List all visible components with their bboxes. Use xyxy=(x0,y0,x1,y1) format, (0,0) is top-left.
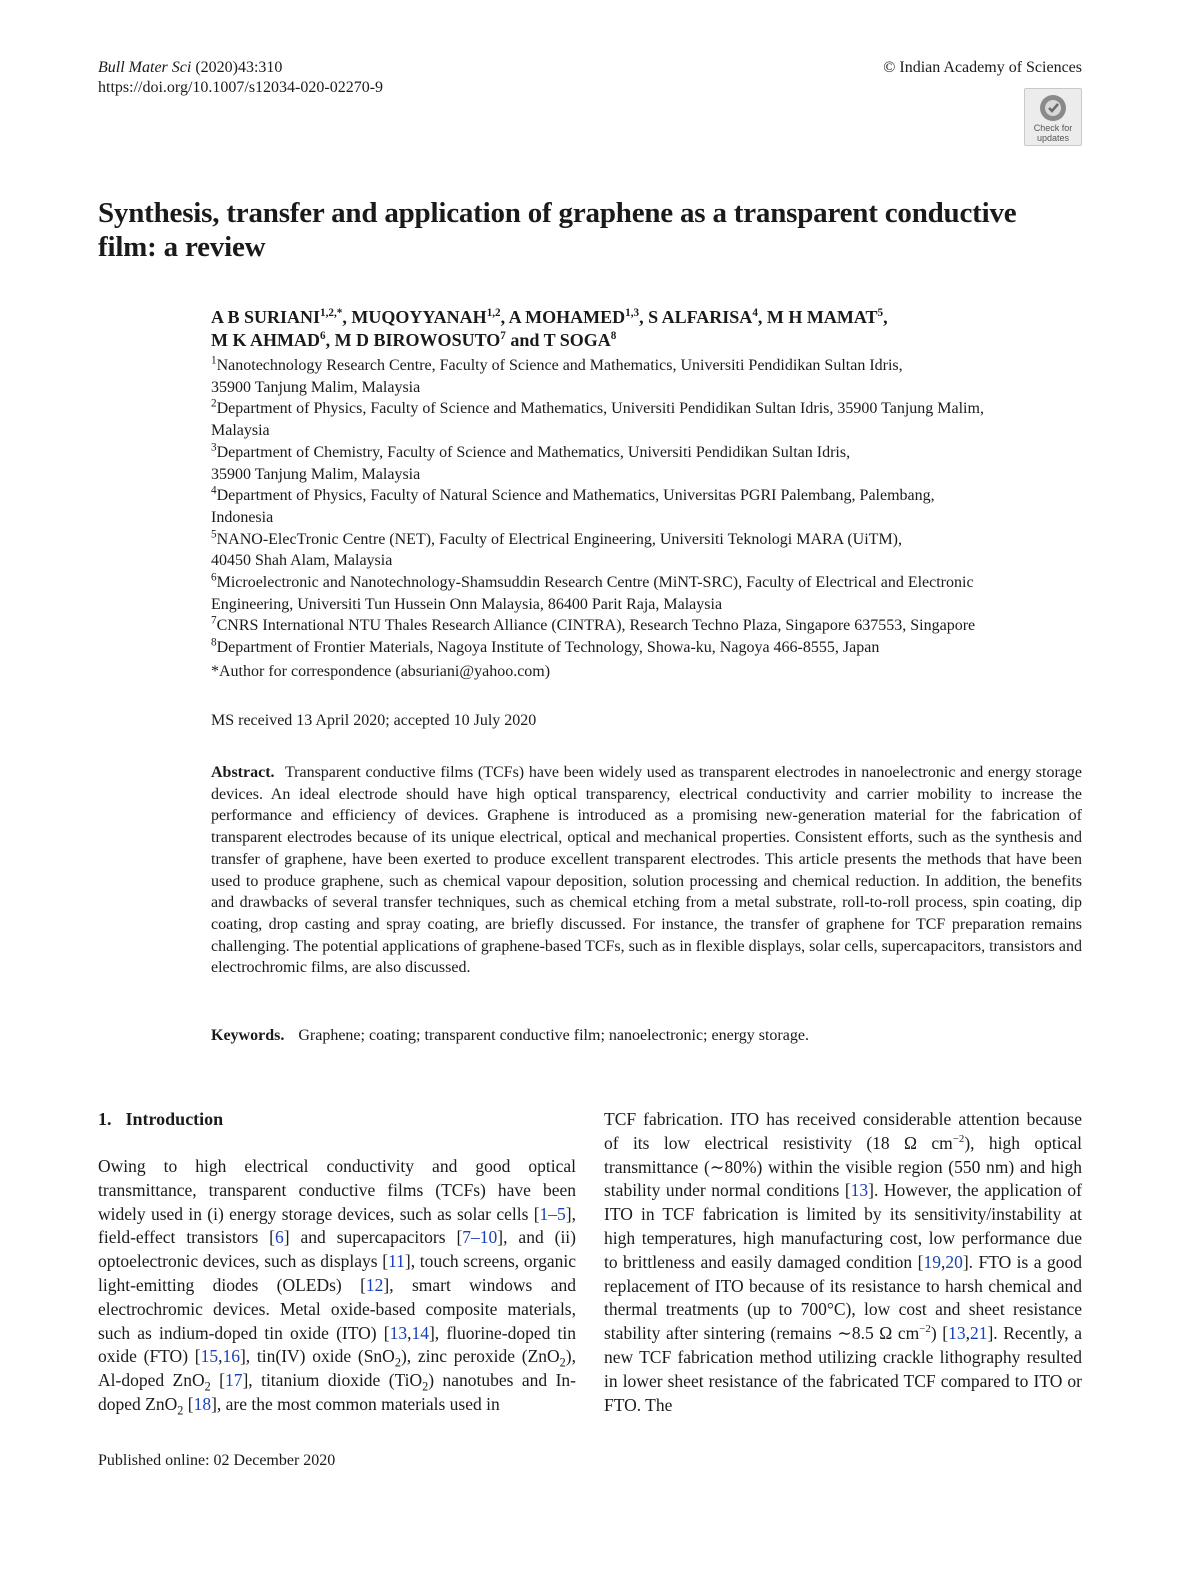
author-name: A MOHAMED xyxy=(508,307,626,327)
author-affiliation-ref: 6 xyxy=(319,330,326,342)
abstract-label: Abstract. xyxy=(211,764,275,781)
citation-link[interactable]: 13 xyxy=(948,1323,966,1344)
correspondence-note xyxy=(211,661,1086,683)
check-for-updates-icon xyxy=(1038,93,1068,123)
affiliation-text: Malaysia xyxy=(211,422,270,440)
keywords-text: Graphene; coating; transparent conductive film; nanoelectronic; energy storage. xyxy=(298,1027,809,1044)
affiliation-number: 6 xyxy=(211,571,217,584)
citation-link[interactable]: 15 xyxy=(200,1346,219,1367)
abstract xyxy=(211,762,1082,979)
author-name: M K AHMAD xyxy=(211,330,320,350)
journal-name: Bull Mater Sci xyxy=(98,59,192,76)
section-heading xyxy=(98,1108,223,1130)
author-affiliation-ref: 4 xyxy=(752,307,758,319)
affiliation-text: Nanotechnology Research Centre, Faculty of Science and Mathematics, Universiti Pendidikan Sultan Idris, xyxy=(216,357,903,374)
affiliation-item xyxy=(211,615,1086,637)
affiliation-item xyxy=(211,355,1086,398)
received-dates: MS received 13 April 2020; accepted 10 July 2020 xyxy=(211,712,537,729)
citation-link[interactable]: 16 xyxy=(222,1346,240,1367)
citation-link[interactable]: 12 xyxy=(365,1274,384,1295)
body-text-left-column: Owing to high electrical conductivity and good optical transmittance, transparent conductive films (TCFs) have been widely used in (i) energy storage devices, such as solar cells [1–5], field-effect transistors [6] and supercapacitors [7–10], and (ii) optoelectronic devices, such as displays [11], touch screens, organic light-emitting diodes (OLEDs) [12], smart windows and electrochromic devices. Metal oxide-based composite materials, such as indium-doped tin oxide (ITO) [13,14], fluorine-doped tin oxide (FTO) [15,16], tin(IV) oxide (SnO$_2$), zinc peroxide (ZnO$_2$), Al-doped ZnO$_2$ [17], titanium dioxide (TiO$_2$) nanotubes and In-doped ZnO$_2$ [18], are the most common materials used in xyxy=(98,1156,576,1418)
affiliation-text: Engineering, Universiti Tun Hussein Onn Malaysia, 86400 Parit Raja, Malaysia xyxy=(211,595,723,613)
correspondence-email[interactable]: *Author for correspondence (absuriani@yahoo.com) xyxy=(211,662,551,680)
affiliation-number: 7 xyxy=(211,615,217,628)
citation-link[interactable]: 19 xyxy=(923,1251,941,1272)
author-affiliation-ref: 1,3 xyxy=(625,307,640,319)
author-list: A B $SURIANI^{1,2,*}$, MUQOYYANAH$^{1,2}$, A MOHAMED$^{1,3}$, S ALFARISA$^4$, M H MAMAT$^5$, M K AHMAD$^6$, M D BIROWOSUTO$^7$ and T SOGA$^8$ xyxy=(211,307,888,350)
affiliation-item xyxy=(211,637,1086,659)
affiliation-item xyxy=(211,442,1086,485)
citation-link[interactable]: 6 xyxy=(275,1227,284,1248)
affiliation-list xyxy=(211,355,1086,683)
citation-link[interactable]: 21 xyxy=(969,1323,988,1344)
author-name: T SOGA xyxy=(543,330,611,350)
affiliation-text: CNRS International NTU Thales Research Alliance (CINTRA), Research Techno Plaza, Singapore 637553, Singapore xyxy=(216,617,976,635)
author-conjunction: and xyxy=(510,330,540,350)
affiliation-number: 4 xyxy=(211,484,217,497)
affiliation-text: Indonesia xyxy=(211,508,274,526)
citation-link[interactable]: 17 xyxy=(224,1370,243,1391)
affiliation-text: Department of Physics, Faculty of Natural Science and Mathematics, Universitas PGRI Palembang, Palembang, xyxy=(216,487,935,505)
author-affiliation-ref: 7 xyxy=(500,330,506,342)
author-name: M D BIROWOSUTO xyxy=(334,330,501,350)
publisher-copyright: © Indian Academy of Sciences xyxy=(883,59,1082,76)
citation-link[interactable]: 18 xyxy=(193,1393,212,1414)
author-name: A B SURIANI xyxy=(211,307,321,327)
author-name: MUQOYYANAH xyxy=(351,307,487,327)
affiliation-number: 3 xyxy=(211,441,217,454)
affiliation-item xyxy=(211,529,1086,572)
journal-volume: (2020)43:310 xyxy=(191,59,283,76)
paper-title: Synthesis, transfer and application of graphene as a transparent conductive film: a review xyxy=(98,197,1017,263)
published-online-date: Published online: 02 December 2020 xyxy=(98,1452,336,1469)
affiliation-text: 35900 Tanjung Malim, Malaysia xyxy=(211,378,421,396)
doi-link[interactable]: https://doi.org/10.1007/s12034-020-02270-9 xyxy=(98,79,384,96)
affiliation-number: 2 xyxy=(211,398,217,411)
citation-link[interactable]: 1–5 xyxy=(539,1203,566,1224)
keywords-label: Keywords. xyxy=(211,1027,285,1044)
author-affiliation-ref: 1,2, xyxy=(320,307,337,319)
journal-citation xyxy=(98,58,282,78)
citation-link[interactable]: 14 xyxy=(411,1322,429,1343)
citation-link[interactable]: 20 xyxy=(945,1251,963,1272)
affiliation-item xyxy=(211,398,1086,441)
section-title: Introduction xyxy=(125,1109,224,1129)
badge-label-line1: Check for xyxy=(1033,123,1073,133)
author-affiliation-ref: 1,2 xyxy=(486,307,501,319)
affiliation-text: Department of Frontier Materials, Nagoya Institute of Technology, Showa-ku, Nagoya 466-8555, Japan xyxy=(216,639,880,657)
author-affiliation-ref: 5 xyxy=(877,307,884,319)
author-name: M H MAMAT xyxy=(766,307,878,327)
affiliation-number: 8 xyxy=(211,636,217,649)
citation-link[interactable]: 13 xyxy=(389,1322,408,1343)
citation-link[interactable]: 11 xyxy=(388,1251,405,1272)
affiliation-text: 35900 Tanjung Malim, Malaysia xyxy=(211,465,421,483)
keywords xyxy=(211,1025,1082,1047)
abstract-text: Transparent conductive films (TCFs) have been widely used as transparent electrodes in nanoelectronic and energy storage devices. An ideal electrode should have high optical transparency, electrical conductivity and carrier mobility to increase the performance and efficiency of devices. Graphene is introduced as a promising new-generation material for the fabrication of transparent electrodes because of its unique electrical, optical and mechanical properties. Consistent efforts, such as the synthesis and transfer of graphene, have been exerted to produce excellent transparent electrodes. This article presents the methods that have been used to produce graphene, such as chemical vapour deposition, solution processing and chemical reduction. In addition, the benefits and drawbacks of several transfer techniques, such as chemical etching from a metal substrate, roll-to-roll process, spin coating, dip coating, drop casting and spray coating, are briefly discussed. For instance, the transfer of graphene for TCF preparation remains challenging. The potential applications of graphene-based TCFs, such as in flexible displays, solar cells, supercapacitors, transistors and electrochromic films, are also discussed. xyxy=(211,764,1082,977)
citation-link[interactable]: 7–10 xyxy=(462,1227,498,1248)
affiliation-item xyxy=(211,572,1086,615)
body-text-right-column: TCF fabrication. ITO has received considerable attention because of its low electrical resistivity (18 Ω $cm^{-2}$), high optical transmittance (∼80%) within the visible region (550 nm) and high stability under normal conditions [13]. However, the application of ITO in TCF fabrication is limited by its sensitivity/instability at high temperatures, high manufacturing cost, low performance due to brittleness and easily damaged condition [19,20]. FTO is a good replacement of ITO because of its resistance to harsh chemical and thermal treatments (up to 700°C), low cost and sheet resistance stability after sintering (remains ∼8.5 Ω $cm^{-2}$) [13,21]. Recently, a new TCF fabrication method utilizing crackle lithography resulted in lower sheet resistance of the fabricated TCF compared to ITO or FTO. The xyxy=(604,1109,1082,1415)
section-number: 1. xyxy=(98,1109,112,1129)
citation-link[interactable]: 13 xyxy=(850,1180,869,1201)
affiliation-item xyxy=(211,485,1086,528)
affiliation-text: Department of Physics, Faculty of Science and Mathematics, Universiti Pendidikan Sultan Idris, 35900 Tanjung Malim, xyxy=(216,400,984,418)
affiliation-number: 1 xyxy=(211,354,217,367)
corresponding-mark: * xyxy=(336,307,343,319)
affiliation-number: 5 xyxy=(211,528,217,541)
affiliation-text: NANO-ElecTronic Centre (NET), Faculty of Electrical Engineering, Universiti Teknologi MARA (UiTM), xyxy=(216,530,902,548)
affiliation-text: Microelectronic and Nanotechnology-Shamsuddin Research Centre (MiNT-SRC), Faculty of Electrical and Electronic xyxy=(216,574,974,592)
author-name: S ALFARISA xyxy=(648,307,753,327)
affiliation-text: 40450 Shah Alam, Malaysia xyxy=(211,552,393,570)
badge-label-line2: updates xyxy=(1036,133,1070,143)
author-affiliation-ref: 8 xyxy=(610,330,617,342)
affiliation-text: Department of Chemistry, Faculty of Science and Mathematics, Universiti Pendidikan Sultan Idris, xyxy=(216,443,851,461)
check-for-updates-badge[interactable] xyxy=(1024,88,1082,146)
